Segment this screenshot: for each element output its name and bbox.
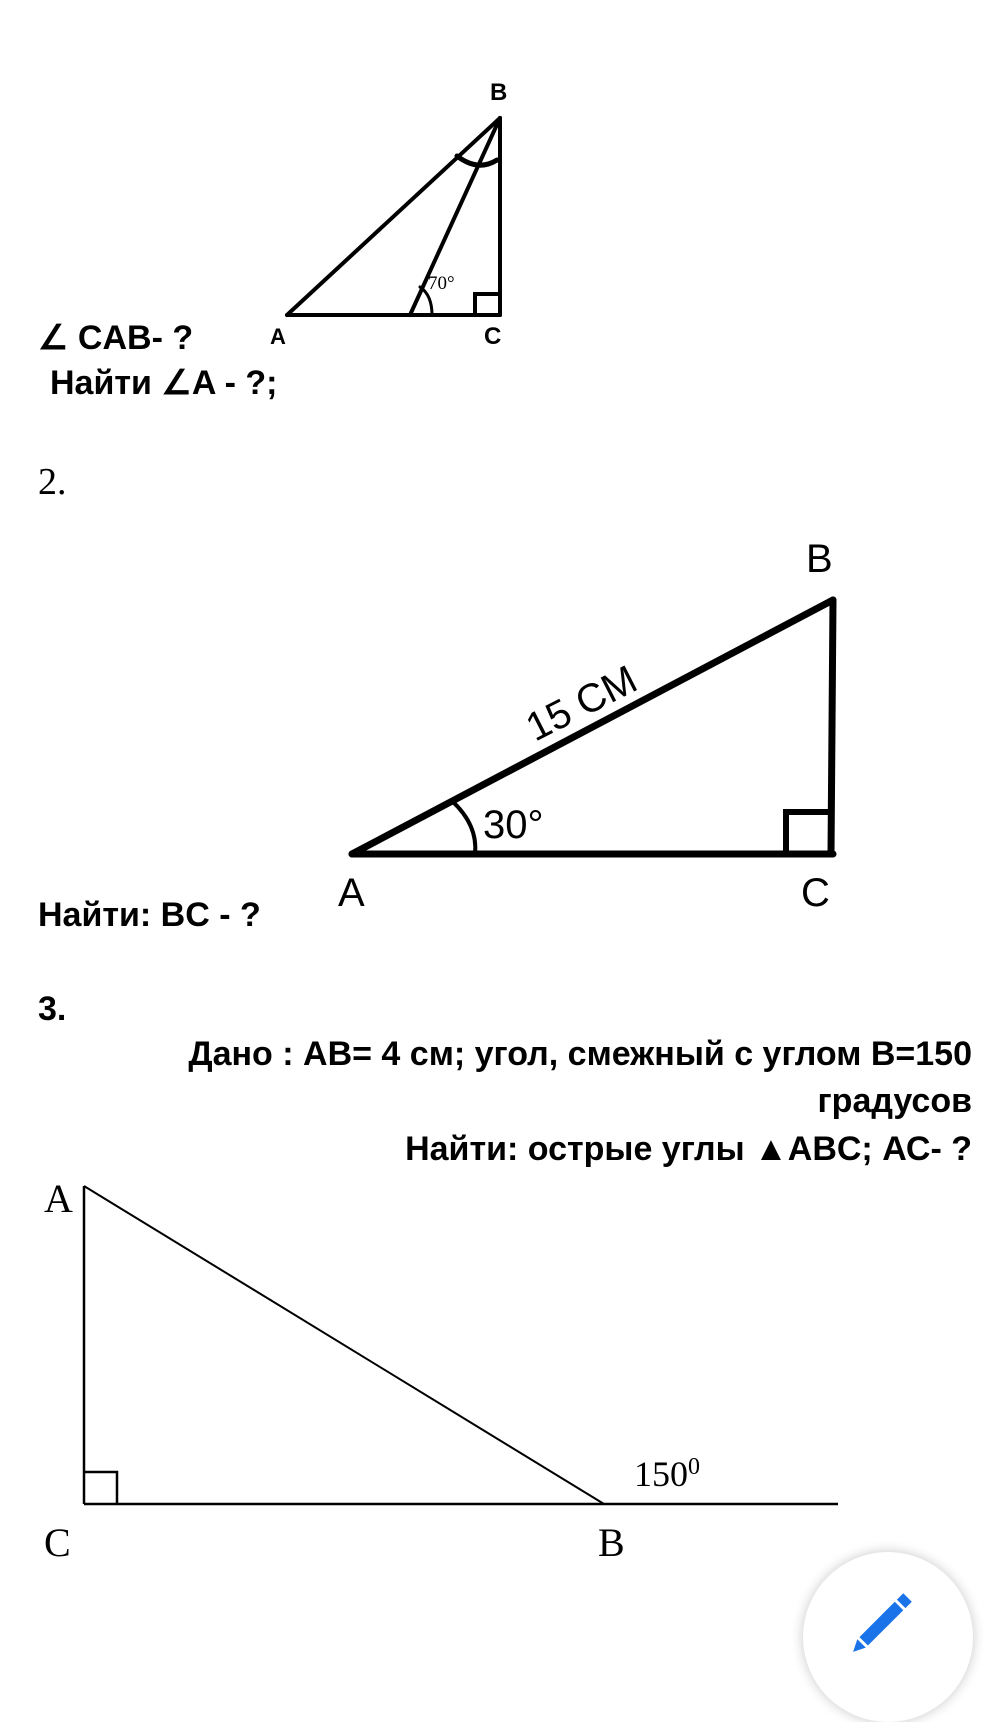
hypotenuse-ab3 [84, 1186, 604, 1504]
leg-bc [831, 600, 833, 854]
problem3-given-cont: градусов [817, 1082, 972, 1120]
problem3-number: 3. [38, 990, 67, 1028]
vertex-label-b2: B [806, 537, 833, 581]
triangle-diagram-3 [0, 1160, 1001, 1580]
hypotenuse-ab [352, 600, 833, 854]
angle-arc-30 [452, 801, 475, 854]
problem2-find: Найти: BC - ? [38, 896, 261, 934]
right-angle-mark-2 [786, 812, 831, 854]
vertex-label-a1: A [270, 324, 286, 349]
vertex-label-a2: A [338, 871, 365, 915]
triangle-diagram-2 [0, 520, 1001, 930]
problem1-find: Найти ∠A - ?; [50, 364, 278, 402]
hypotenuse-label: 15 CM [519, 657, 645, 751]
vertex-label-c1: C [484, 323, 502, 350]
vertex-label-a3: A [44, 1176, 73, 1221]
problem3-find: Найти: острые углы ▲ABC; АС- ? [405, 1130, 972, 1168]
right-angle-mark-3 [84, 1472, 117, 1504]
problem3-given: Дано : AB= 4 см; угол, смежный с углом В=150 [188, 1035, 972, 1073]
vertex-label-b3: B [598, 1520, 625, 1565]
problem2-number: 2. [38, 461, 67, 503]
right-angle-mark-1 [475, 294, 500, 315]
angle-label-70: 70° [428, 273, 455, 294]
pencil-icon [803, 1552, 973, 1722]
edit-fab-button[interactable] [803, 1552, 973, 1722]
problem1-question: ∠ CAB- ? [38, 319, 194, 357]
angle-label-30: 30° [483, 803, 544, 847]
vertex-label-c3: C [44, 1520, 71, 1565]
angle-arc-b [457, 156, 497, 165]
segment-bisector [410, 118, 500, 315]
segment-ab [287, 118, 500, 315]
vertex-label-c2: C [801, 871, 830, 915]
angle-label-150: $150^0$ [634, 1454, 700, 1494]
vertex-label-b1: B [490, 79, 508, 106]
